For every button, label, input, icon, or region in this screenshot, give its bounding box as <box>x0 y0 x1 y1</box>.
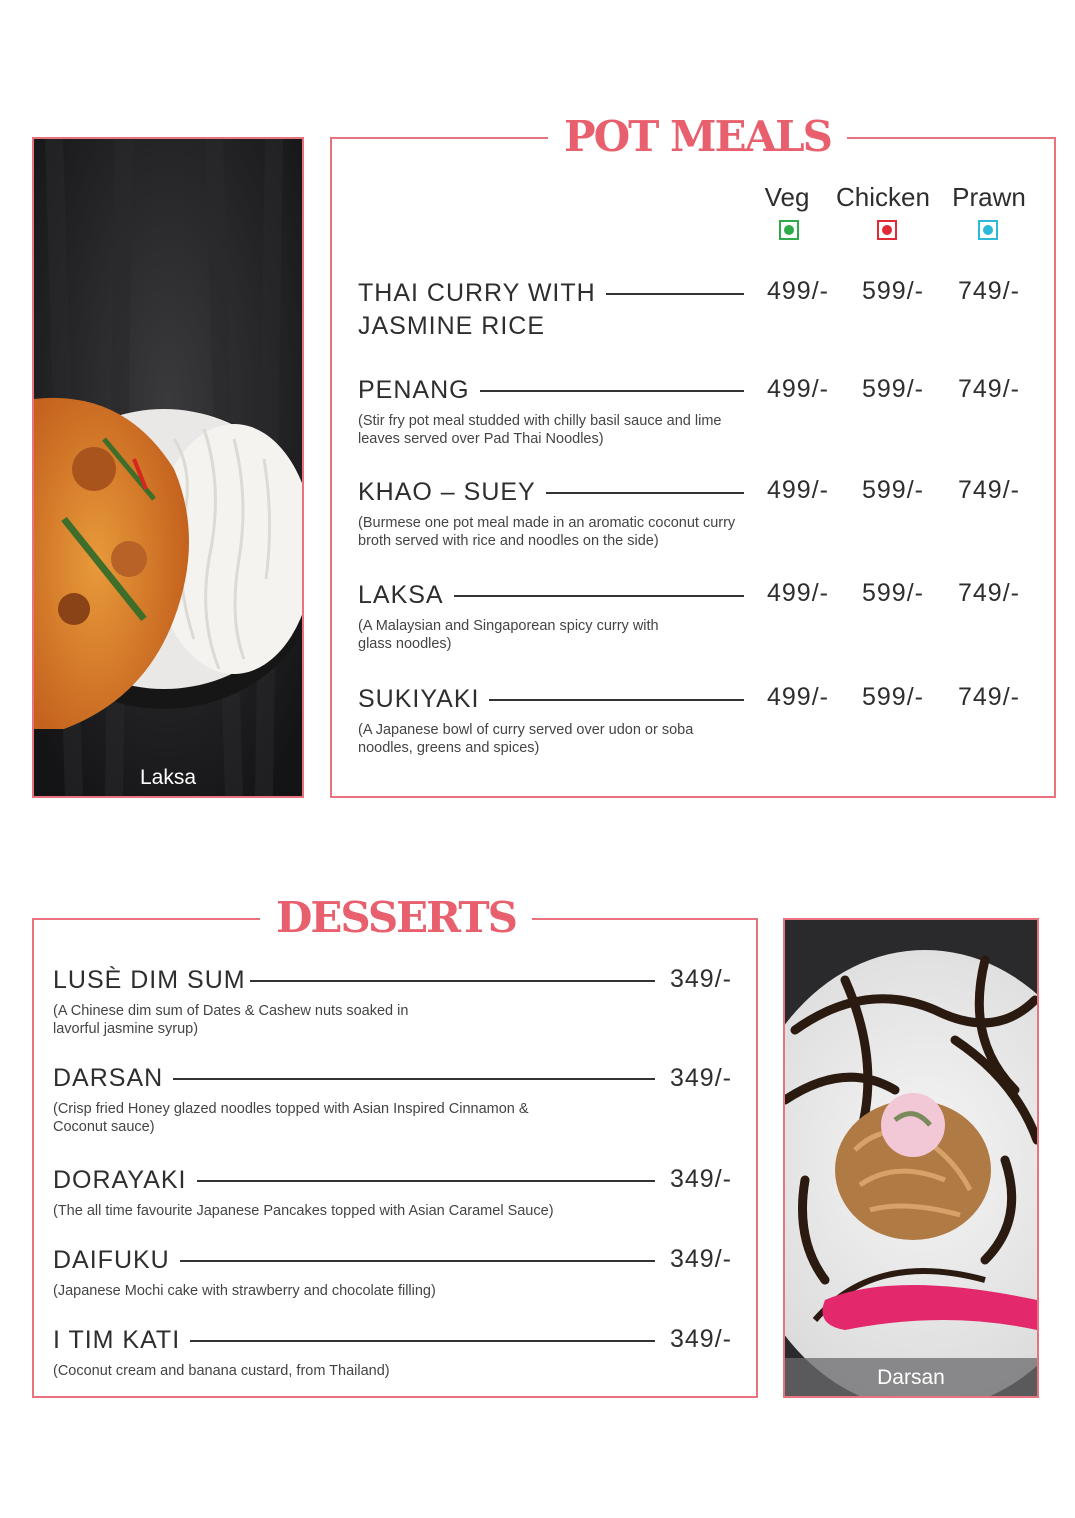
price-veg: 499/- <box>767 476 829 504</box>
darsan-photo <box>783 918 1039 1398</box>
photo-caption: Laksa <box>139 766 197 789</box>
pot-meals-title: POT MEALS <box>548 112 847 162</box>
leader-line <box>190 1340 655 1342</box>
item-description: (Japanese Mochi cake with strawberry and chocolate filling) <box>53 1283 436 1299</box>
price-chicken: 599/- <box>862 579 924 607</box>
item-description: (Coconut cream and banana custard, from Thailand) <box>53 1363 390 1379</box>
price-prawn: 749/- <box>958 476 1020 504</box>
item-name: LAKSA <box>358 581 444 609</box>
dessert-item-luse-dim-sum <box>53 964 655 1038</box>
menu-item-thai-curry <box>358 277 744 343</box>
item-description: (Burmese one pot meal made in an aromatic coconut curry broth served with rice and noodles on the side) <box>358 515 736 549</box>
item-name: DAIFUKU <box>53 1246 170 1274</box>
leader-line <box>546 492 744 494</box>
column-veg: Veg <box>764 182 810 212</box>
menu-item-khao-suey <box>358 476 744 550</box>
item-name: SUKIYAKI <box>358 685 480 713</box>
dessert-price: 349/- <box>670 1245 732 1273</box>
dessert-price: 349/- <box>670 965 732 993</box>
laksa-photo <box>32 137 304 798</box>
dessert-item-i-tim-kati <box>53 1324 655 1380</box>
laksa-dish-image <box>34 139 302 796</box>
dessert-item-dorayaki <box>53 1164 655 1220</box>
price-prawn: 749/- <box>958 277 1020 305</box>
price-chicken: 599/- <box>862 476 924 504</box>
menu-item-penang <box>358 374 744 448</box>
item-name: THAI CURRY WITH <box>358 279 596 307</box>
price-chicken: 599/- <box>862 277 924 305</box>
price-chicken: 599/- <box>862 375 924 403</box>
menu-item-laksa <box>358 579 744 653</box>
item-name: I TIM KATI <box>53 1326 181 1354</box>
leader-line <box>173 1078 655 1080</box>
leader-line <box>180 1260 655 1262</box>
item-description: (A Chinese dim sum of Dates & Cashew nuts soaked in lavorful jasmine syrup) <box>53 1003 409 1037</box>
leader-line <box>250 980 655 982</box>
price-veg: 499/- <box>767 277 829 305</box>
item-name: PENANG <box>358 376 470 404</box>
item-name: DARSAN <box>53 1064 164 1092</box>
price-prawn: 749/- <box>958 683 1020 711</box>
chicken-marker-icon <box>877 220 897 240</box>
dessert-item-darsan <box>53 1062 655 1136</box>
menu-item-sukiyaki <box>358 683 744 757</box>
price-prawn: 749/- <box>958 579 1020 607</box>
item-name: KHAO – SUEY <box>358 478 536 506</box>
price-veg: 499/- <box>767 683 829 711</box>
prawn-marker-icon <box>978 220 998 240</box>
dessert-price: 349/- <box>670 1165 732 1193</box>
item-description: (Stir fry pot meal studded with chilly basil sauce and lime leaves served over Pad Thai Noodles) <box>358 413 722 447</box>
desserts-title: DESSERTS <box>260 893 532 943</box>
item-description: (The all time favourite Japanese Pancakes topped with Asian Caramel Sauce) <box>53 1203 554 1219</box>
item-name: LUSÈ DIM SUM <box>53 966 246 994</box>
leader-line <box>489 699 744 701</box>
leader-line <box>197 1180 656 1182</box>
item-name-line2: JASMINE RICE <box>358 312 546 340</box>
item-description: (Crisp fried Honey glazed noodles topped with Asian Inspired Cinnamon & Coconut sauce) <box>53 1101 529 1135</box>
dessert-item-daifuku <box>53 1244 655 1300</box>
dessert-price: 349/- <box>670 1064 732 1092</box>
price-chicken: 599/- <box>862 683 924 711</box>
photo-caption: Darsan <box>877 1366 945 1389</box>
price-veg: 499/- <box>767 375 829 403</box>
dessert-price: 349/- <box>670 1325 732 1353</box>
veg-marker-icon <box>779 220 799 240</box>
darsan-dessert-image <box>785 920 1037 1396</box>
item-name: DORAYAKI <box>53 1166 187 1194</box>
price-veg: 499/- <box>767 579 829 607</box>
column-prawn: Prawn <box>952 182 1026 212</box>
item-description: (A Malaysian and Singaporean spicy curry with glass noodles) <box>358 618 659 652</box>
item-description: (A Japanese bowl of curry served over udon or soba noodles, greens and spices) <box>358 722 694 756</box>
price-prawn: 749/- <box>958 375 1020 403</box>
column-chicken: Chicken <box>836 182 930 212</box>
leader-line <box>480 390 744 392</box>
leader-line <box>606 293 744 295</box>
leader-line <box>454 595 744 597</box>
